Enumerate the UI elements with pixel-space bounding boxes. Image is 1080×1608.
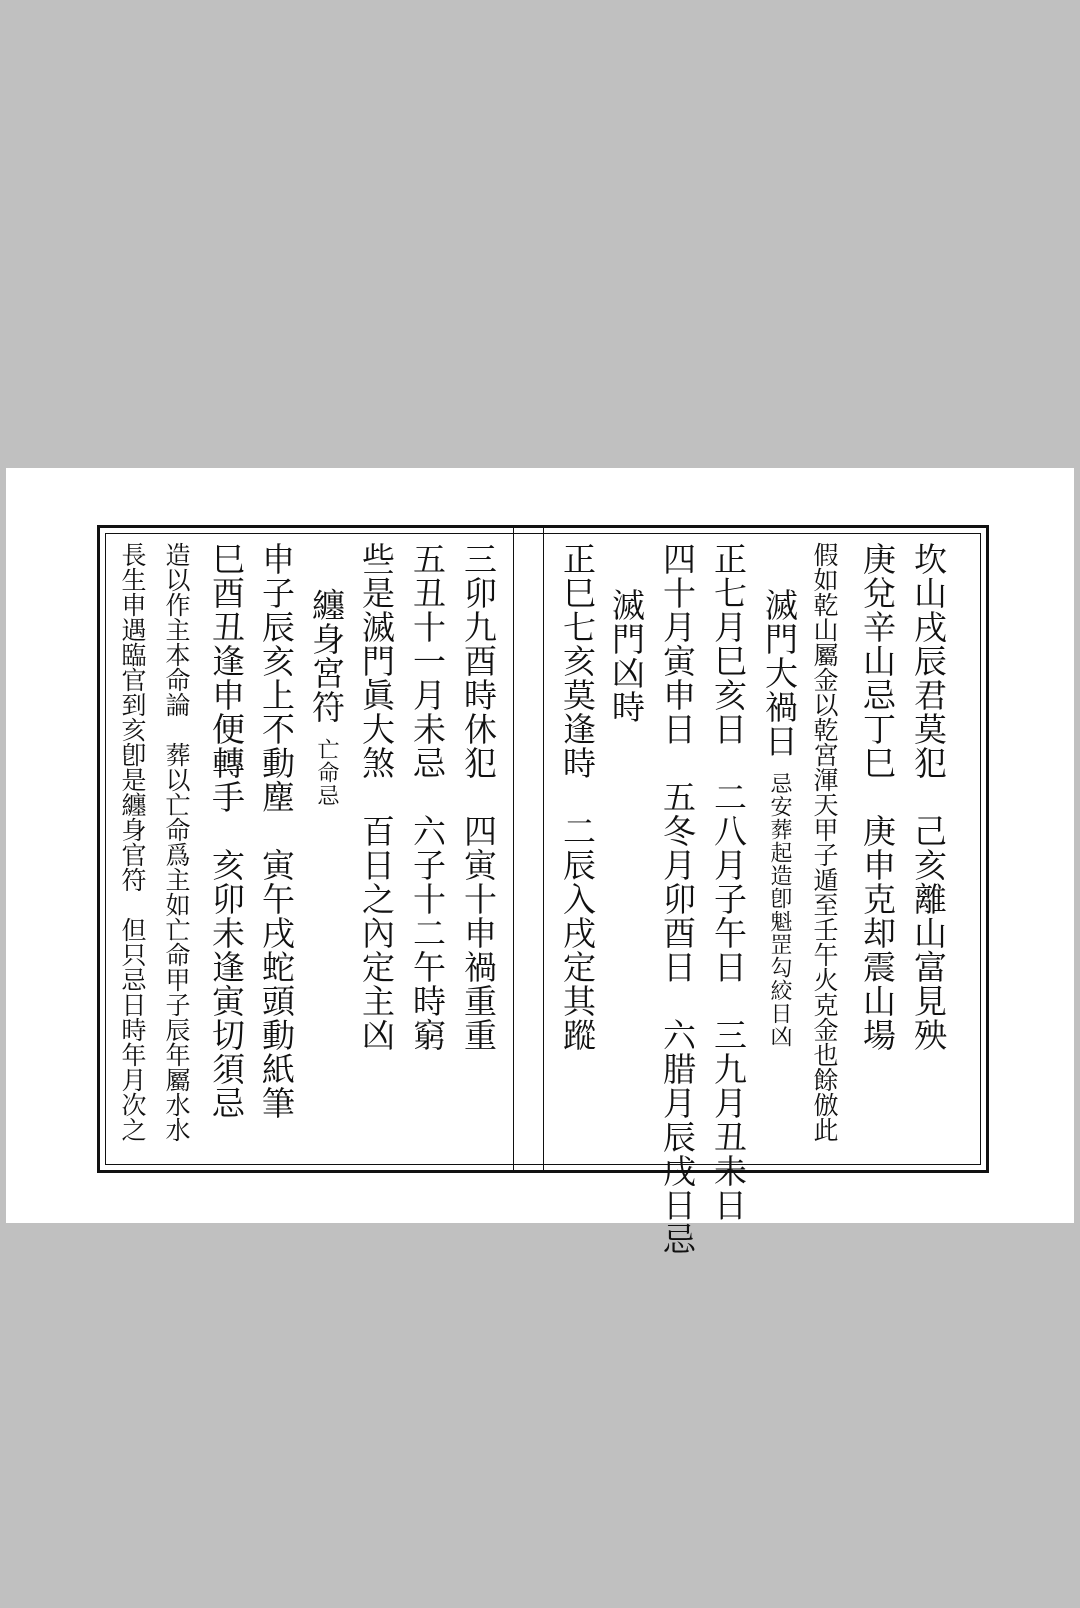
right-column-2: 庚兌辛山忌丁巳 庚申克却震山場 <box>858 542 897 1052</box>
left-column-4-note: 亡命忌 <box>314 738 339 807</box>
center-fold-line-right <box>543 528 544 1170</box>
left-column-4 <box>307 588 346 807</box>
left-column-3: 些是滅門眞大煞 百日之內定主凶 <box>357 542 396 1052</box>
left-column-2: 五丑十一月未忌 六子十二午時窮 <box>408 542 447 1052</box>
left-column-5: 申子辰亥上不動塵 寅午戌蛇頭動紙筆 <box>257 542 296 1120</box>
left-column-6: 巳酉丑逢申便轉手 亥卯未逢寅切須忌 <box>207 542 246 1120</box>
right-column-8: 正巳七亥莫逢時 二辰入戌定其蹤 <box>558 542 597 1052</box>
right-column-1: 坎山戌辰君莫犯 己亥離山富見殃 <box>909 542 948 1052</box>
right-column-7: 滅門凶時 <box>607 588 646 724</box>
right-column-4-heading: 滅門大禍日 <box>760 588 799 758</box>
scanned-book-spread <box>6 468 1074 1256</box>
right-column-4 <box>760 588 799 1048</box>
page-border-frame <box>97 525 989 1256</box>
left-column-7: 造以作主本命論 葬以亡命爲主如亡命甲子辰年屬水水 <box>162 542 191 1142</box>
right-column-6: 四十月寅申日 五冬月卯酉日 六腊月辰戌日忌 <box>658 542 697 1256</box>
right-column-4-note: 忌安葬起造卽魁罡勾絞日凶 <box>767 772 792 1048</box>
right-column-3: 假如乾山屬金以乾宮渾天甲子遁至壬午火克金也餘倣此 <box>810 542 839 1142</box>
left-column-1: 三卯九酉時休犯 四寅十申禍重重 <box>459 542 498 1052</box>
right-column-5: 正七月巳亥日 二八月子午日 三九月丑未日 <box>709 542 748 1222</box>
center-fold-line-left <box>513 528 514 1170</box>
left-column-8: 長生申遇臨官到亥卽是纏身官符 但只忌日時年月次之 <box>118 542 147 1142</box>
left-column-4-heading: 纏身宮符 <box>307 588 346 724</box>
